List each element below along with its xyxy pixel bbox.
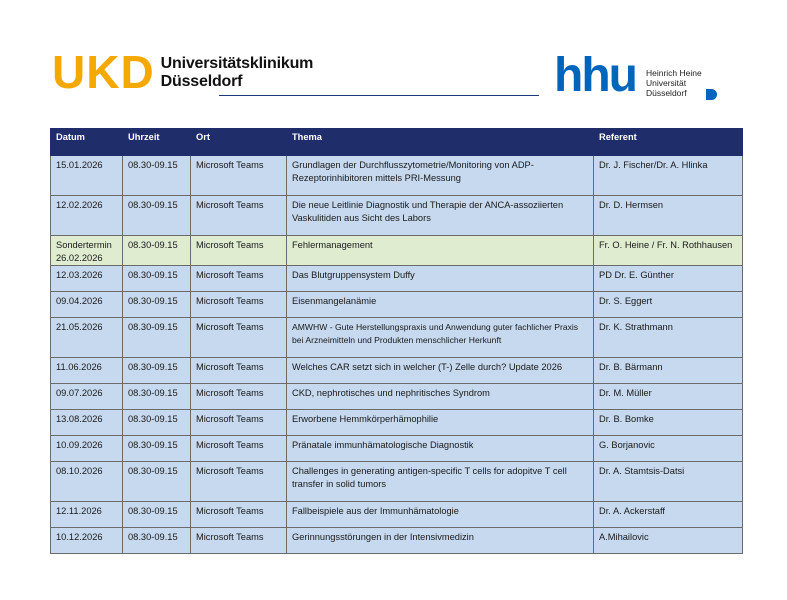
- column-header-time: Uhrzeit: [123, 129, 191, 156]
- cell-place: Microsoft Teams: [191, 236, 287, 266]
- table-row: [51, 528, 743, 554]
- cell-time: 08.30-09.15: [123, 436, 191, 462]
- cell-place: Microsoft Teams: [191, 196, 287, 236]
- cell-speaker: Dr. B. Bomke: [594, 410, 743, 436]
- column-header-date: Datum: [51, 129, 123, 156]
- ukd-logo: [52, 46, 314, 98]
- cell-date: 12.03.2026: [51, 266, 123, 292]
- table-row: [51, 318, 743, 358]
- cell-place: Microsoft Teams: [191, 358, 287, 384]
- cell-topic: Pränatale immunhämatologische Diagnostik: [287, 436, 594, 462]
- cell-place: Microsoft Teams: [191, 436, 287, 462]
- cell-place: Microsoft Teams: [191, 156, 287, 196]
- cell-place: Microsoft Teams: [191, 502, 287, 528]
- table-row: [51, 358, 743, 384]
- cell-date: 10.12.2026: [51, 528, 123, 554]
- cell-speaker: Dr. B. Bärmann: [594, 358, 743, 384]
- cell-speaker: Dr. S. Eggert: [594, 292, 743, 318]
- cell-place: Microsoft Teams: [191, 292, 287, 318]
- cell-speaker: Fr. O. Heine / Fr. N. Rothhausen: [594, 236, 743, 266]
- cell-topic: Grundlagen der Durchflusszytometrie/Monitoring von ADP-Rezeptorinhibitoren mittels PRI-Messung: [287, 156, 594, 196]
- cell-time: 08.30-09.15: [123, 236, 191, 266]
- ukd-logo-line1: Universitätsklinikum: [160, 55, 314, 72]
- cell-time: 08.30-09.15: [123, 196, 191, 236]
- cell-speaker: PD Dr. E. Günther: [594, 266, 743, 292]
- cell-date: 12.11.2026: [51, 502, 123, 528]
- cell-place: Microsoft Teams: [191, 318, 287, 358]
- table-row: [51, 462, 743, 502]
- cell-date: 13.08.2026: [51, 410, 123, 436]
- table-row-special: [51, 236, 743, 266]
- ukd-logo-mark: UKD: [52, 46, 155, 98]
- cell-time: 08.30-09.15: [123, 292, 191, 318]
- hhu-logo-dot-icon: [706, 89, 717, 100]
- cell-speaker: G. Borjanovic: [594, 436, 743, 462]
- table-header-row: [51, 129, 743, 156]
- cell-place: Microsoft Teams: [191, 384, 287, 410]
- cell-time: 08.30-09.15: [123, 462, 191, 502]
- ukd-logo-line2: Düsseldorf: [160, 73, 243, 90]
- cell-topic: Fehlermanagement: [287, 236, 594, 266]
- cell-topic: Das Blutgruppensystem Duffy: [287, 266, 594, 292]
- hhu-logo-text: [646, 68, 702, 98]
- cell-time: 08.30-09.15: [123, 318, 191, 358]
- cell-time: 08.30-09.15: [123, 528, 191, 554]
- hhu-logo: [554, 49, 702, 102]
- table-row: [51, 436, 743, 462]
- table-row: [51, 156, 743, 196]
- cell-date: 11.06.2026: [51, 358, 123, 384]
- cell-speaker: Dr. K. Strathmann: [594, 318, 743, 358]
- cell-date: 09.04.2026: [51, 292, 123, 318]
- table-row: [51, 502, 743, 528]
- page-header: [0, 0, 787, 120]
- cell-speaker: Dr. J. Fischer/Dr. A. Hlinka: [594, 156, 743, 196]
- cell-time: 08.30-09.15: [123, 384, 191, 410]
- header-divider: [219, 95, 539, 96]
- cell-date: 08.10.2026: [51, 462, 123, 502]
- hhu-logo-line2: Universität: [645, 78, 687, 88]
- cell-place: Microsoft Teams: [191, 528, 287, 554]
- cell-time: 08.30-09.15: [123, 502, 191, 528]
- cell-place: Microsoft Teams: [191, 410, 287, 436]
- table-row: [51, 292, 743, 318]
- hhu-logo-line3: Düsseldorf: [645, 88, 687, 98]
- cell-time: 08.30-09.15: [123, 358, 191, 384]
- cell-speaker: Dr. A. Stamtsis-Datsi: [594, 462, 743, 502]
- hhu-logo-line1: Heinrich Heine: [645, 68, 702, 78]
- cell-topic: Erworbene Hemmkörperhämophilie: [287, 410, 594, 436]
- column-header-place: Ort: [191, 129, 287, 156]
- column-header-speaker: Referent: [594, 129, 743, 156]
- table-row: [51, 410, 743, 436]
- cell-date: 09.07.2026: [51, 384, 123, 410]
- cell-date: 12.02.2026: [51, 196, 123, 236]
- cell-topic: Challenges in generating antigen-specific T cells for adopitve T cell transfer in solid tumors: [287, 462, 594, 502]
- cell-date: Sondertermin 26.02.2026: [51, 236, 123, 266]
- table-row: [51, 266, 743, 292]
- cell-topic: CKD, nephrotisches und nephritisches Syndrom: [287, 384, 594, 410]
- cell-topic: Die neue Leitlinie Diagnostik und Therapie der ANCA-assoziierten Vaskulitiden aus Sicht des Labors: [287, 196, 594, 236]
- cell-speaker: Dr. M. Müller: [594, 384, 743, 410]
- cell-speaker: A.Mihailovic: [594, 528, 743, 554]
- ukd-logo-text: [161, 55, 314, 91]
- cell-topic: Welches CAR setzt sich in welcher (T-) Zelle durch? Update 2026: [287, 358, 594, 384]
- cell-speaker: Dr. A. Ackerstaff: [594, 502, 743, 528]
- cell-speaker: Dr. D. Hermsen: [594, 196, 743, 236]
- cell-time: 08.30-09.15: [123, 156, 191, 196]
- cell-date: 10.09.2026: [51, 436, 123, 462]
- cell-topic: AMWHW - Gute Herstellungspraxis und Anwendung guter fachlicher Praxis bei Arzneimitteln und Produkten menschlicher Herkunft: [287, 318, 594, 358]
- table-row: [51, 384, 743, 410]
- cell-time: 08.30-09.15: [123, 266, 191, 292]
- cell-topic: Fallbeispiele aus der Immunhämatologie: [287, 502, 594, 528]
- cell-place: Microsoft Teams: [191, 462, 287, 502]
- schedule-table: [50, 128, 743, 554]
- hhu-logo-mark: hhu: [554, 49, 636, 102]
- cell-date: 21.05.2026: [51, 318, 123, 358]
- cell-time: 08.30-09.15: [123, 410, 191, 436]
- cell-topic: Eisenmangelanämie: [287, 292, 594, 318]
- cell-place: Microsoft Teams: [191, 266, 287, 292]
- cell-date: 15.01.2026: [51, 156, 123, 196]
- cell-topic: Gerinnungsstörungen in der Intensivmedizin: [287, 528, 594, 554]
- table-row: [51, 196, 743, 236]
- column-header-topic: Thema: [287, 129, 594, 156]
